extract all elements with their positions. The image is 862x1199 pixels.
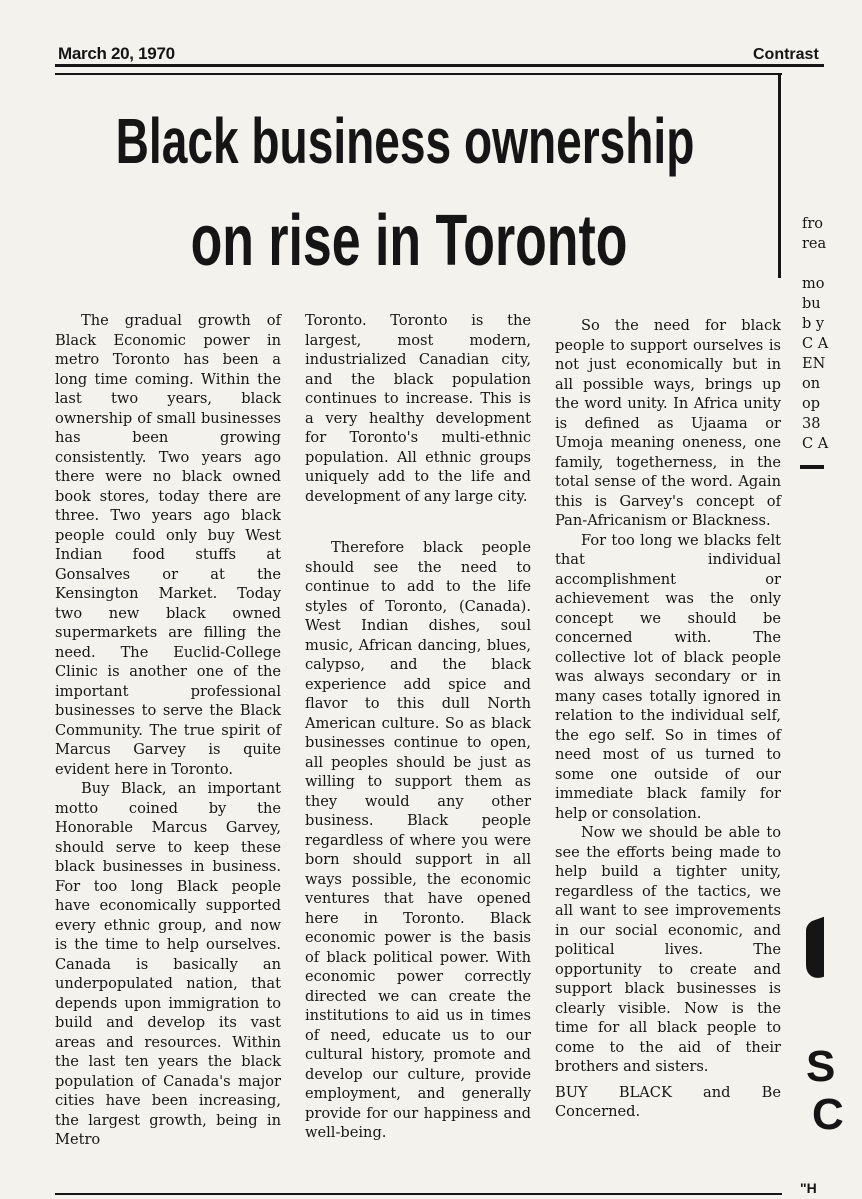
adjacent-headline-letter: C — [812, 1090, 844, 1139]
closing-line: BUY BLACK and Be Concerned. — [555, 1083, 781, 1120]
headline-box-side-rule — [778, 73, 781, 278]
headline-line-2: on rise in Toronto — [190, 201, 628, 281]
paragraph: Now we should be able to see the efforts being made to help build a tighter unity, regardless of the tactics, we all want to see improvements in our social economic, and political lives. The opportunity to create and support black businesses is clearly visible. Now is the time for all black people to come to the aid of their brothers and sisters. — [555, 824, 781, 1075]
adjacent-article-fragment: fro rea mo bu b y C A EN on op 38 C A — [802, 216, 829, 452]
paragraph: So the need for black people to support ourselves is not just economically but in all possible ways, brings up the word unity. In Africa unity is defined as Ujaama or Umoja meaning oneness, one family, togetherness, in the total sense of the word. Again this is Garvey's concept of Pan-Africanism or Blackness. — [555, 317, 781, 529]
article-column-3 — [555, 316, 781, 1122]
headline-line-1: Black business ownership — [115, 105, 695, 177]
adjacent-graphic-fragment — [806, 917, 824, 984]
bottom-rule — [55, 1193, 782, 1195]
paragraph: Buy Black, an important motto coined by the Honorable Marcus Garvey, should serve to keep these black businesses in business. For too long Black people have economically supported every ethnic group, and now is the time to help ourselves. Canada is basically an underpopulated nation, that depends upon immigration to build and develop its vast areas and resources. Within the last ten years the black population of Canada's major cities have been increasing, the largest growth, being in Metro — [55, 780, 281, 1148]
paragraph: The gradual growth of Black Economic power in metro Toronto has been a long time coming. Within the last two years, black ownership of small businesses has been growing consistently. Two years ago there were no black owned book stores, today there are three. Two years ago black people could only buy West Indian food stuffs at Gonsalves or at the Kensington Market. Today two new black owned supermarkets are filling the need. The Euclid-College Clinic is another one of the important professional businesses to serve the Black Community. The true spirit of Marcus Garvey is quite evident here in Toronto. — [55, 312, 281, 778]
issue-date: March 20, 1970 — [58, 44, 175, 63]
paragraph: Therefore black people should see the need to continue to add to the life styles of Toronto, (Canada). West Indian dishes, soul music, African dancing, blues, calypso, and the black experience add spice and flavor to this dull North American culture. So as black businesses continue to open, all peoples should be just as willing to support them as they would any other business. Black people regardless of where you were born should support in all ways possible, the economic ventures that have opened here in Toronto. Black economic power is the basis of black political power. With economic power correctly directed we can create the institutions to aid us in times of need, educate us to our cultural history, promote and develop our culture, provide employment, and generally provide for our happiness and well-being. — [305, 539, 531, 1141]
article-column-2 — [305, 311, 531, 1143]
publication-name: Contrast — [753, 46, 819, 63]
top-rule — [55, 64, 824, 67]
adjacent-quote-fragment: "H — [800, 1180, 817, 1196]
headline-box-rule — [55, 73, 782, 75]
article-column-1 — [55, 311, 281, 1150]
adjacent-headline-letter: S — [806, 1042, 836, 1091]
paragraph: For too long we blacks felt that individual accomplishment or achievement was the only concept we should be concerned with. The collective lot of black people was always secondary or in many cases totally ignored in relation to the individual self, the ego self. So in times of need most of us turned to some one outside of our immediate black family for help or consolation. — [555, 531, 781, 822]
adjacent-rule — [800, 465, 824, 469]
paragraph: Toronto. Toronto is the largest, most modern, industrialized Canadian city, and the black population continues to increase. This is a very healthy development for Toronto's multi-ethnic population. All ethnic groups uniquely add to the life and development of any large city. — [305, 312, 531, 505]
